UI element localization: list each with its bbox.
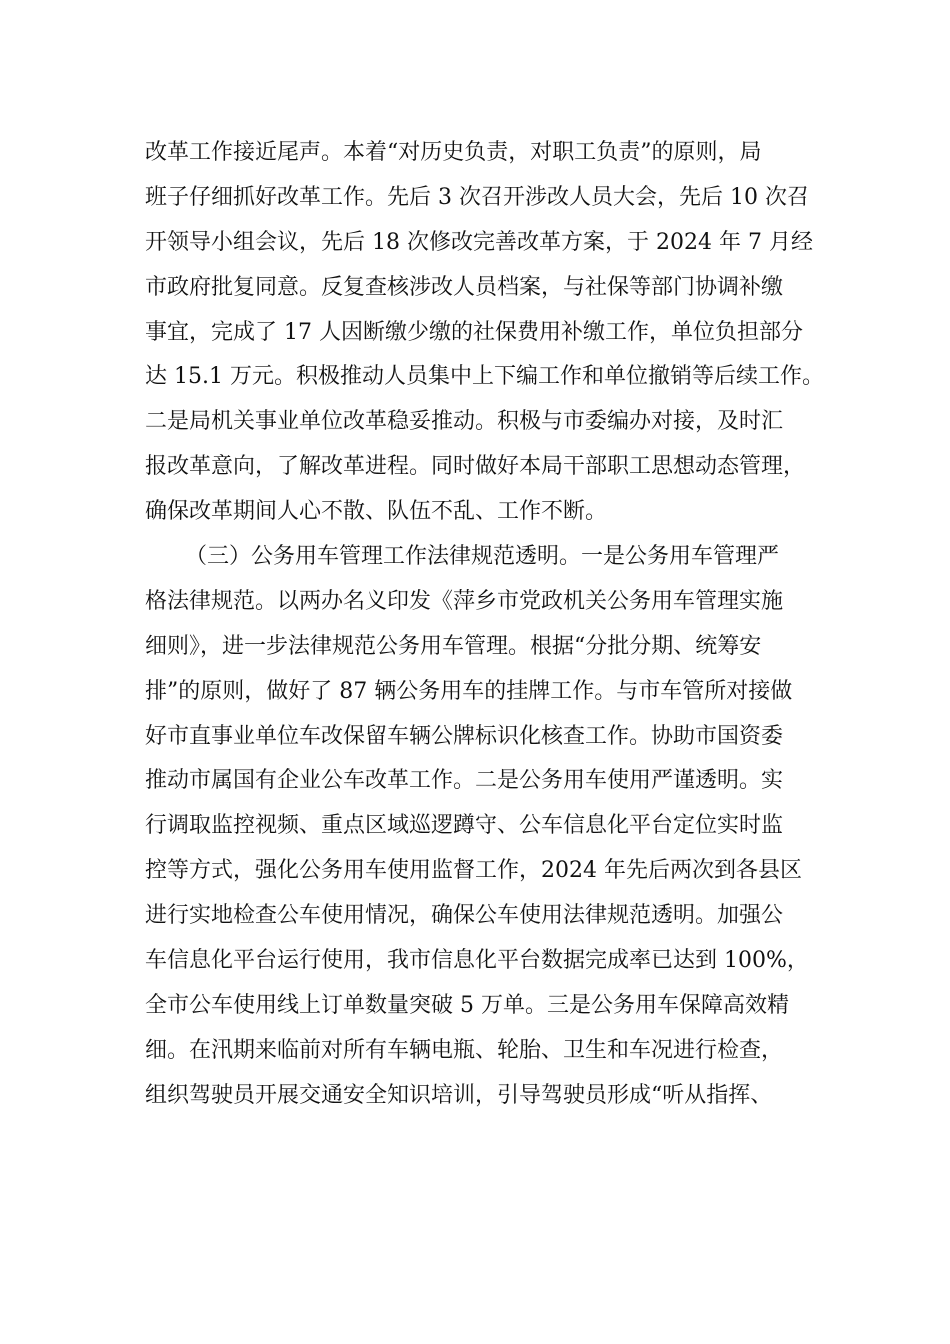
text-line: 改革工作接近尾声。本着“对历史负责，对职工负责”的原则，局 (145, 140, 762, 165)
text-line: 全市公车使用线上订单数量突破 5 万单。三是公务用车保障高效精 (145, 992, 789, 1018)
body-text (145, 131, 825, 1119)
text-line: 开领导小组会议，先后 18 次修改完善改革方案，于 2024 年 7 月经 (145, 229, 813, 255)
text-line: 事宜，完成了 17 人因断缴少缴的社保费用补缴工作，单位负担部分 (145, 319, 803, 345)
text-line: 确保改革期间人心不散、队伍不乱、工作不断。 (145, 499, 608, 525)
text-line: 排”的原则，做好了 87 辆公务用车的挂牌工作。与市车管所对接做 (145, 678, 793, 704)
text-line: 二是局机关事业单位改革稳妥推动。积极与市委编办对接，及时汇 (145, 409, 784, 435)
section-heading-line: （三）公务用车管理工作法律规范透明。一是公务用车管理严 (185, 544, 780, 570)
text-line: 细。在汛期来临前对所有车辆电瓶、轮胎、卫生和车况进行检查， (145, 1037, 784, 1063)
text-line: 进行实地检查公车使用情况，确保公车使用法律规范透明。加强公 (145, 903, 784, 929)
text-line: 达 15.1 万元。积极推动人员集中上下编工作和单位撤销等后续工作。 (145, 364, 824, 390)
text-line: 格法律规范。以两办名义印发《萍乡市党政机关公务用车管理实施 (145, 588, 784, 614)
text-line: 推动市属国有企业公车改革工作。二是公务用车使用严谨透明。实 (145, 768, 784, 794)
text-line: 好市直事业单位车改保留车辆公牌标识化核查工作。协助市国资委 (145, 723, 784, 749)
text-line: 车信息化平台运行使用，我市信息化平台数据完成率已达到 100%， (145, 948, 809, 974)
text-line: 报改革意向，了解改革进程。同时做好本局干部职工思想动态管理， (145, 454, 806, 480)
text-line: 控等方式，强化公务用车使用监督工作，2024 年先后两次到各县区 (145, 858, 802, 884)
text-line: 组织驾驶员开展交通安全知识培训，引导驾驶员形成“听从指挥、 (145, 1082, 773, 1108)
text-line: 细则》，进一步法律规范公务用车管理。根据“分批分期、统筹安 (145, 633, 762, 659)
text-line: 班子仔细抓好改革工作。先后 3 次召开涉改人员大会，先后 10 次召 (145, 184, 809, 210)
text-line: 行调取监控视频、重点区域巡逻蹲守、公车信息化平台定位实时监 (145, 813, 784, 839)
text-line: 市政府批复同意。反复查核涉改人员档案，与社保等部门协调补缴 (145, 274, 784, 300)
